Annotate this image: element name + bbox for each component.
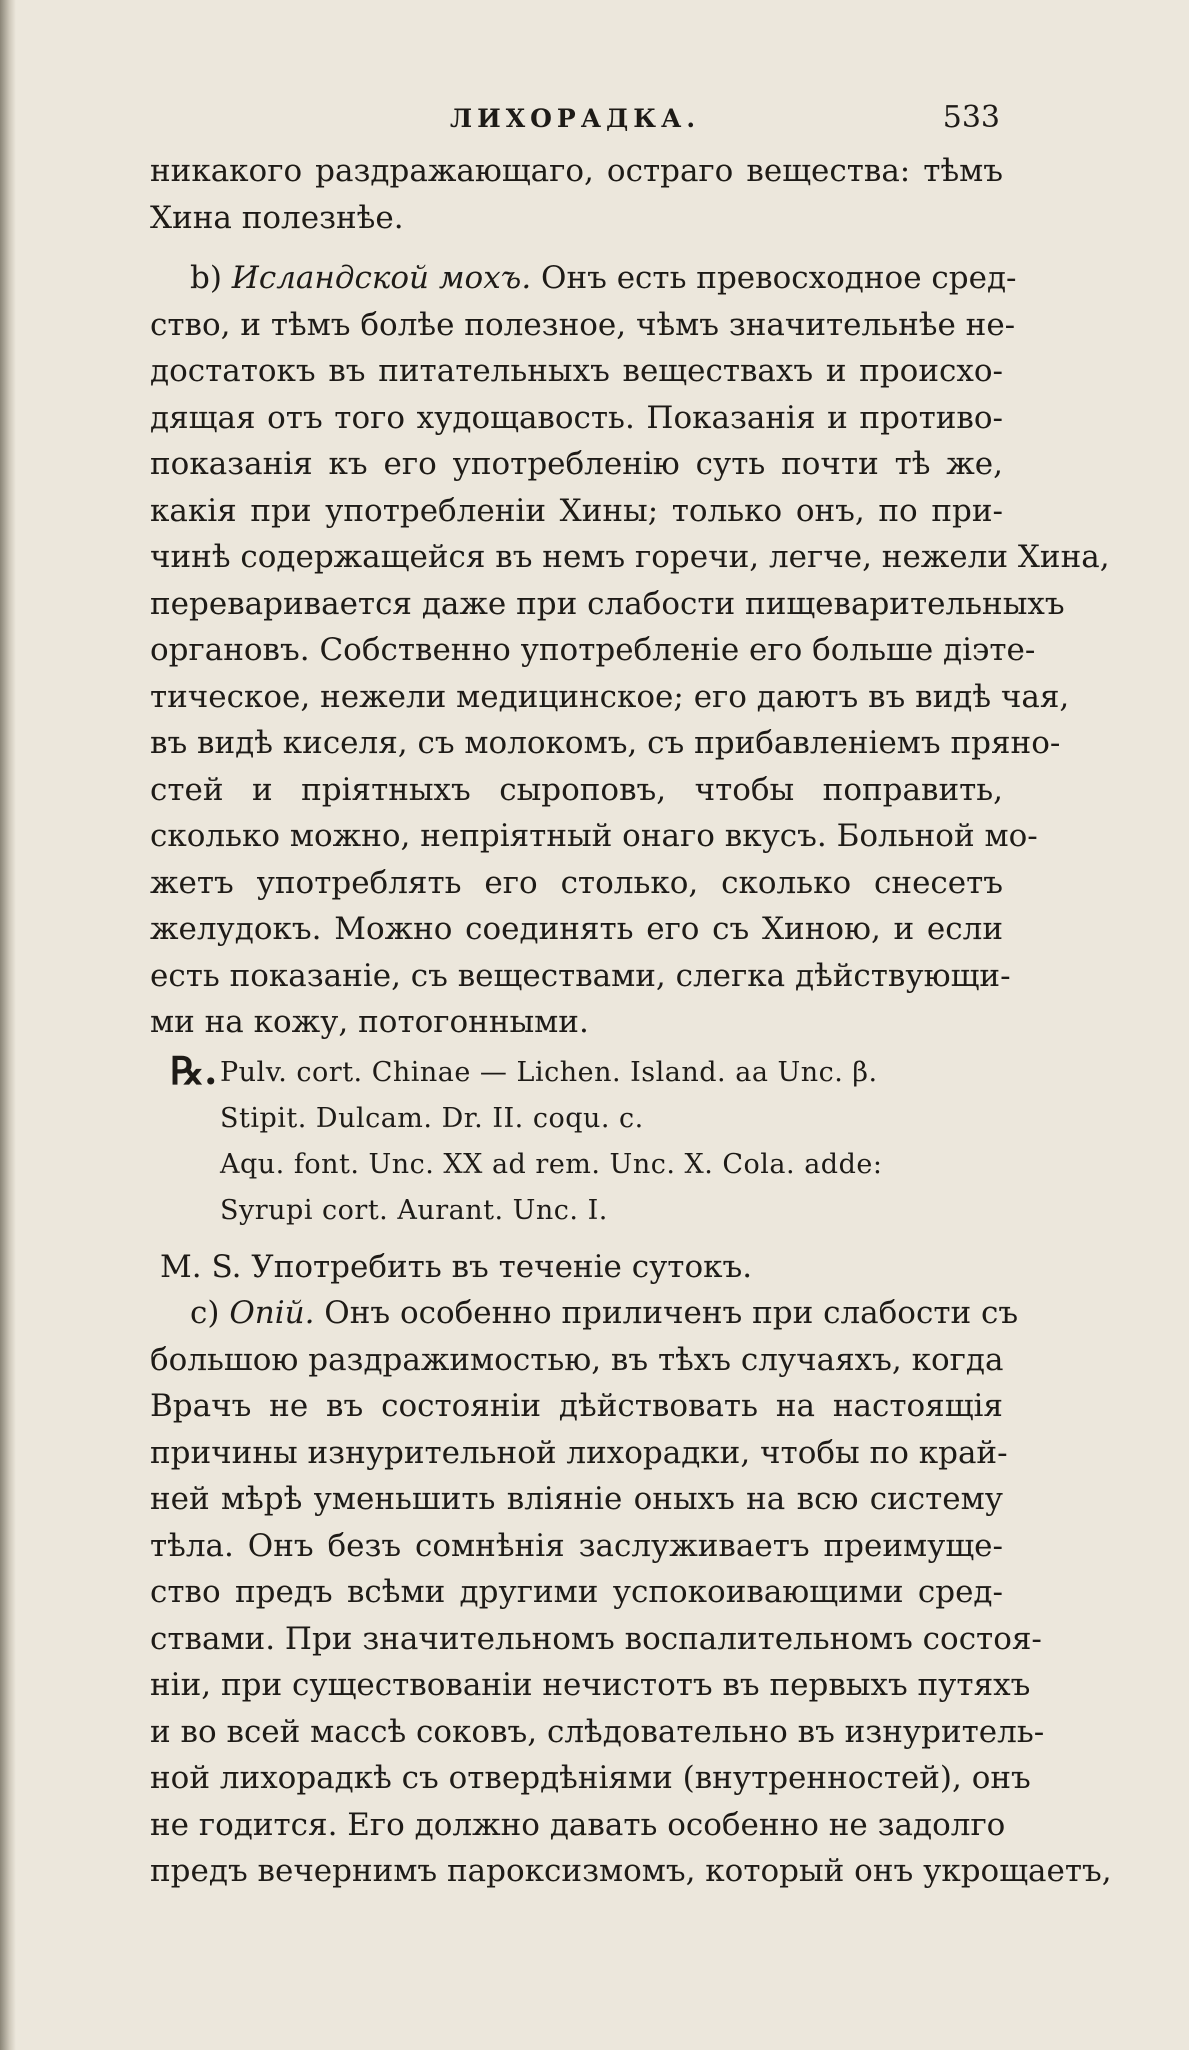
text-line [150, 395, 1003, 442]
text-segment: ніи, при существованіи нечистотъ въ первыхъ путяхъ [150, 1667, 1031, 1703]
text-segment: чинѣ содержащейся въ немъ горечи, легче, нежели Хина, [150, 539, 1110, 575]
recipe-signa: M. S. Употребить въ теченіе сутокъ. [160, 1248, 753, 1285]
text-line [150, 148, 1003, 195]
paragraph-gap [150, 241, 1003, 255]
text-segment: ство предъ всѣми другими успокоивающими сред- [150, 1574, 1003, 1610]
text-segment: b) [190, 260, 232, 296]
text-segment: большою раздражимостью, въ тѣхъ случаяхъ, когда [150, 1341, 1004, 1378]
text-segment: никакого раздражающаго, остраго вещества: тѣмъ [150, 153, 1003, 189]
text-segment: какія при употребленіи Хины; только онъ, по при- [150, 492, 1003, 529]
recipe-line: Stipit. Dulcam. Dr. II. coqu. c. [220, 1102, 644, 1134]
text-segment: Врачъ не въ состояніи дѣйствовать на настоящія [150, 1388, 1003, 1424]
text-segment: дящая отъ того худощавость. Показанія и противо- [150, 399, 1003, 436]
text-segment: Онъ есть превосходное сред- [531, 260, 1017, 296]
text-line [150, 488, 1003, 535]
text-segment: стей и пріятныхъ сыроповъ, чтобы поправить, [150, 771, 1003, 808]
page-number: 533 [942, 100, 1000, 135]
text-line [150, 1569, 1003, 1616]
text-segment: ной лихорадкѣ съ отвердѣніями (внутренностей), онъ [150, 1760, 1031, 1796]
text-line [150, 1848, 1112, 1895]
text-segment: переваривается даже при слабости пищеварительныхъ [150, 585, 1065, 622]
text-segment: достатокъ въ питательныхъ веществахъ и происхо- [150, 353, 1003, 389]
text-segment: ми на кожу, потогонными. [150, 1004, 589, 1040]
text-segment: тѣла. Онъ безъ сомнѣнія заслуживаетъ преимуще- [150, 1527, 1003, 1564]
text-segment: въ видѣ киселя, съ молокомъ, съ прибавленіемъ пряно- [150, 725, 1061, 761]
text-segment: есть показаніе, съ веществами, слегка дѣйствующи- [150, 957, 1011, 994]
text-line [150, 1383, 1003, 1430]
text-segment: сколько можно, непріятный онаго вкусъ. Больной мо- [150, 818, 1038, 854]
recipe-symbol: ℞. [170, 1047, 218, 1093]
text-line [150, 860, 1003, 907]
text-segment: ствами. При значительномъ воспалительномъ состоя- [150, 1620, 1042, 1657]
text-line [150, 767, 1003, 814]
text-segment: и во всей массѣ соковъ, слѣдовательно въ изнуритель- [150, 1713, 1045, 1750]
running-title: ЛИХОРАДКА. [450, 104, 701, 133]
text-line [150, 627, 1036, 674]
italic-term: Исландской мохъ. [231, 260, 532, 296]
text-segment: желудокъ. Можно соединять его съ Хиною, и если [150, 911, 1003, 947]
page-header [150, 100, 1000, 140]
text-line [150, 1476, 1003, 1523]
text-line [150, 1616, 1042, 1663]
text-line [150, 255, 1017, 302]
text-line [150, 1662, 1031, 1709]
text-line [150, 906, 1003, 953]
prescription [150, 1047, 1003, 1234]
recipe-line: Syrupi cort. Aurant. Unc. I. [220, 1194, 608, 1226]
text-segment: показанія къ его употребленію суть почти тѣ же, [150, 446, 1003, 482]
text-line [150, 348, 1003, 395]
text-line [150, 813, 1038, 860]
paragraph-block-b [150, 148, 1110, 1046]
text-segment: Онъ особенно приличенъ при слабости съ [314, 1295, 1019, 1331]
text-segment: жетъ употреблять его столько, сколько снесетъ [150, 864, 1003, 901]
text-line [150, 195, 1003, 242]
text-segment: не годится. Его должно давать особенно не задолго [150, 1806, 1006, 1843]
text-line [150, 1709, 1045, 1756]
text-segment: c) [190, 1295, 230, 1331]
paragraph-block-c [150, 1290, 1112, 1895]
text-segment: органовъ. Собственно употребленіе его больше діэте- [150, 632, 1036, 668]
text-line [150, 674, 1070, 721]
text-line [150, 302, 1016, 349]
text-line [150, 1802, 1006, 1849]
text-line [150, 1430, 1008, 1477]
text-line [150, 953, 1011, 1000]
text-line [150, 720, 1061, 767]
text-segment: ней мѣрѣ уменьшить вліяніе оныхъ на всю систему [150, 1481, 1003, 1517]
text-line [150, 534, 1110, 581]
text-segment: тическое, нежели медицинское; его даютъ въ видѣ чая, [150, 678, 1070, 715]
recipe-line: Aqu. font. Unc. XX ad rem. Unc. X. Cola. adde: [220, 1148, 883, 1180]
text-line [150, 1523, 1003, 1570]
text-segment: предъ вечернимъ пароксизмомъ, который онъ укрощаетъ, [150, 1853, 1112, 1889]
text-segment: ство, и тѣмъ болѣе полезное, чѣмъ значительнѣе не- [150, 306, 1016, 343]
text-line [150, 1337, 1003, 1384]
text-line [150, 1755, 1031, 1802]
text-segment: причины изнурительной лихорадки, чтобы по край- [150, 1434, 1008, 1471]
text-line [150, 1290, 1019, 1337]
italic-term: Опій. [229, 1295, 315, 1331]
text-line [150, 999, 1003, 1046]
text-segment: Хина полезнѣе. [150, 199, 404, 236]
text-line [150, 581, 1065, 628]
text-line [150, 441, 1003, 488]
body-text [150, 148, 1112, 1895]
recipe-line: Pulv. cort. Chinae — Lichen. Island. aa Unc. β. [220, 1056, 878, 1088]
